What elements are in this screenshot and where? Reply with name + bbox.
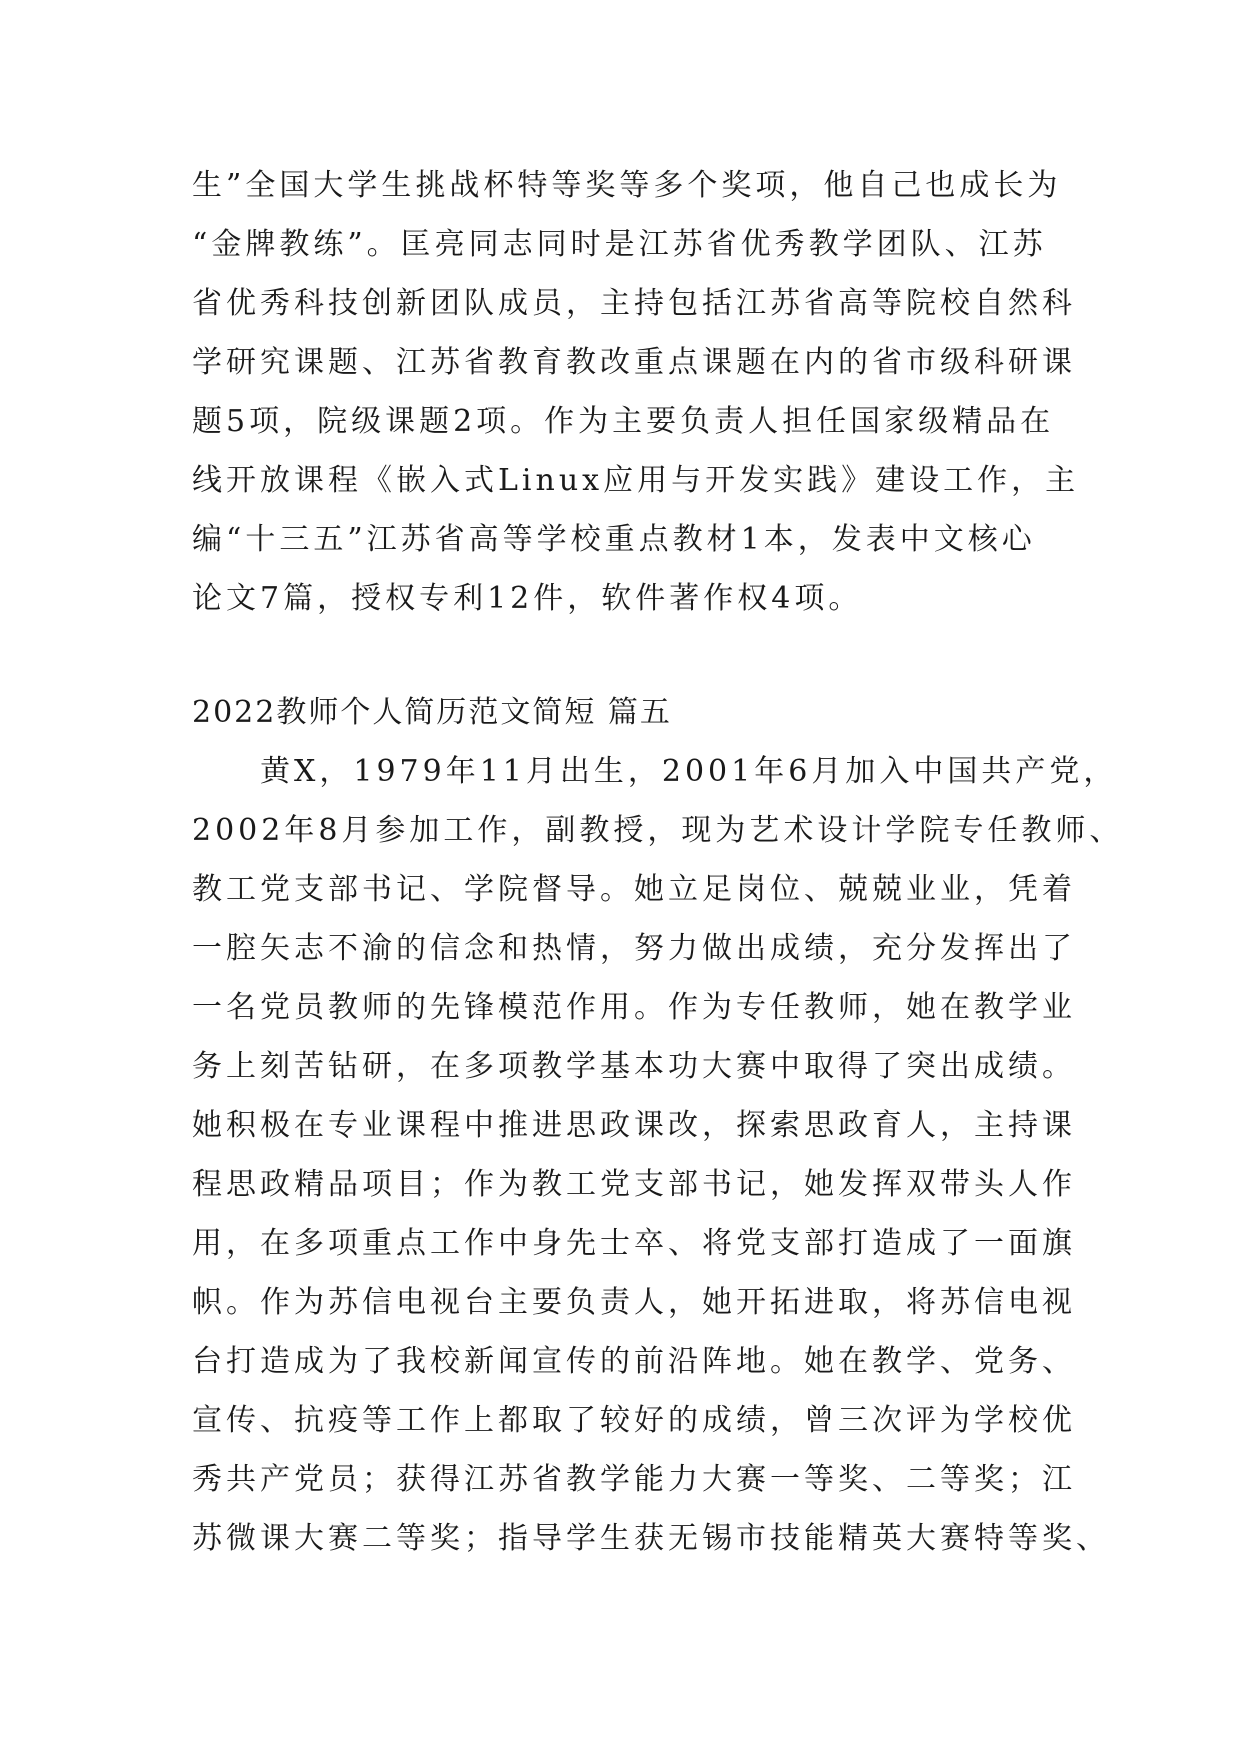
text-line: 帜。作为苏信电视台主要负责人，她开拓进取，将苏信电视 [192, 1285, 1076, 1320]
text-line: 秀共产党员；获得江苏省教学能力大赛一等奖、二等奖；江 [192, 1462, 1076, 1497]
text-line: 宣传、抗疫等工作上都取了较好的成绩，曾三次评为学校优 [192, 1403, 1076, 1438]
text-line: 教工党支部书记、学院督导。她立足岗位、兢兢业业，凭着 [192, 872, 1076, 907]
text-line: 2002年8月参加工作，副教授，现为艺术设计学院专任教师、 [192, 813, 1124, 848]
text-line: 论文7篇，授权专利12件，软件著作权4项。 [192, 581, 863, 616]
text-line: 用，在多项重点工作中身先士卒、将党支部打造成了一面旗 [192, 1226, 1076, 1261]
text-line: 学研究课题、江苏省教育教改重点课题在内的省市级科研课 [192, 345, 1076, 380]
text-line: 一名党员教师的先锋模范作用。作为专任教师，她在教学业 [192, 990, 1076, 1025]
text-line: 题5项，院级课题2项。作为主要负责人担任国家级精品在 [192, 404, 1055, 439]
text-line: 黄X，1979年11月出生，2001年6月加入中国共产党， [192, 754, 1118, 789]
text-line: 一腔矢志不渝的信念和热情，努力做出成绩，充分发挥出了 [192, 931, 1076, 966]
text-line: “金牌教练”。匡亮同志同时是江苏省优秀教学团队、江苏 [192, 227, 1047, 262]
text-line: 生”全国大学生挑战杯特等奖等多个奖项，他自己也成长为 [192, 168, 1062, 203]
paragraph-section-a [192, 156, 1080, 628]
text-line: 台打造成为了我校新闻宣传的前沿阵地。她在教学、党务、 [192, 1344, 1076, 1379]
text-line: 苏微课大赛二等奖；指导学生获无锡市技能精英大赛特等奖、 [192, 1521, 1110, 1556]
text-line: 程思政精品项目；作为教工党支部书记，她发挥双带头人作 [192, 1167, 1076, 1202]
text-line: 省优秀科技创新团队成员，主持包括江苏省高等院校自然科 [192, 286, 1076, 321]
paragraph-section-b [192, 742, 1124, 1568]
text-line: 编“十三五”江苏省高等学校重点教材1本，发表中文核心 [192, 522, 1036, 557]
text-line: 线开放课程《嵌入式Linux应用与开发实践》建设工作，主 [192, 463, 1080, 498]
text-line: 务上刻苦钻研，在多项教学基本功大赛中取得了突出成绩。 [192, 1049, 1076, 1084]
section-heading: 2022教师个人简历范文简短 篇五 [192, 695, 672, 730]
text-line: 她积极在专业课程中推进思政课改，探索思政育人，主持课 [192, 1108, 1076, 1143]
